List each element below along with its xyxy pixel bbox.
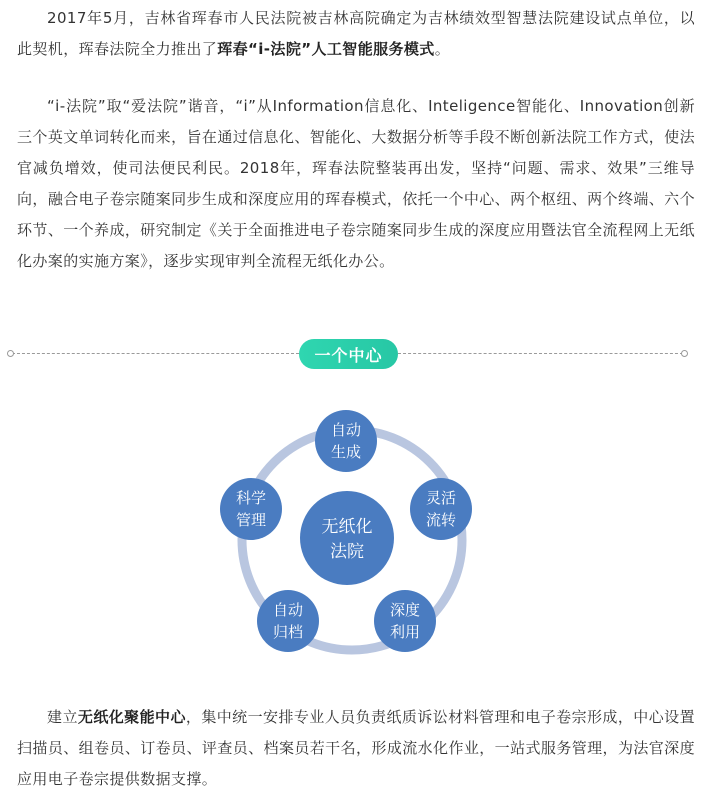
- center-intro: 建立: [47, 708, 78, 726]
- center-node: [300, 491, 394, 585]
- node-auto-generate-line2: 生成: [330, 443, 362, 461]
- node-auto-archive: [257, 590, 319, 652]
- center-bold-text: 无纸化聚能中心: [77, 708, 186, 726]
- intro-paragraph: [17, 3, 695, 65]
- node-auto-archive-line1: 自动: [272, 601, 304, 619]
- node-auto-archive-line2: 归档: [272, 623, 304, 641]
- intro-text: 2017年5月，吉林省珲春市人民法院被吉林高院确定为吉林绩效型智慧法院建设试点单位，以此契机，珲春法院全力推出了: [17, 9, 695, 58]
- node-deep-use-line2: 利用: [389, 623, 421, 641]
- node-auto-generate-line1: 自动: [330, 421, 362, 439]
- node-scientific-management-line1: 科学: [235, 489, 267, 507]
- center-label-line2: 法院: [330, 542, 364, 562]
- section-title: 一个中心: [299, 339, 398, 369]
- center-paragraph: [17, 702, 695, 795]
- node-deep-use: [374, 590, 436, 652]
- section-divider-left: [12, 353, 299, 354]
- ifayuan-paragraph: [17, 91, 695, 277]
- divider-end-dot-left: [7, 350, 14, 357]
- wuzhihua-cycle-diagram: [0, 395, 712, 685]
- center-text: ，集中统一安排专业人员负责纸质诉讼材料管理和电子卷宗形成，中心设置扫描员、组卷员、订卷员、评查员、档案员若干名，形成流水化作业，一站式服务管理，为法官深度应用电子卷宗提供数据支撑。: [17, 708, 695, 788]
- node-flexible-flow-line1: 灵活: [425, 489, 457, 507]
- node-deep-use-line1: 深度: [389, 601, 421, 619]
- section-divider-right: [398, 353, 683, 354]
- divider-end-dot-right: [681, 350, 688, 357]
- node-flexible-flow: [410, 478, 472, 540]
- node-scientific-management-line2: 管理: [235, 511, 267, 529]
- node-flexible-flow-line2: 流转: [425, 511, 457, 529]
- node-auto-generate: [315, 410, 377, 472]
- center-label-line1: 无纸化: [321, 517, 373, 537]
- ifayuan-text: “i-法院”取“爱法院”谐音，“i”从Information信息化、Inteligence智能化、Innovation创新三个英文单词转化而来，旨在通过信息化、智能化、大数据分析等手段不断创新法院工作方式，使法官减负增效，使司法便民利民。2018年，珲春法院整装再出发，坚持“问题、需求、效果”三维导向，融合电子卷宗随案同步生成和深度应用的珲春模式，依托一个中心、两个枢纽、两个终端、六个环节、一个养成，研究制定《关于全面推进电子卷宗随案同步生成的深度应用暨法官全流程网上无纸化办案的实施方案》，逐步实现审判全流程无纸化办公。: [17, 97, 695, 270]
- intro-end: 。: [434, 40, 451, 58]
- node-scientific-management: [220, 478, 282, 540]
- intro-bold-text: 珲春“i-法院”人工智能服务模式: [217, 40, 435, 58]
